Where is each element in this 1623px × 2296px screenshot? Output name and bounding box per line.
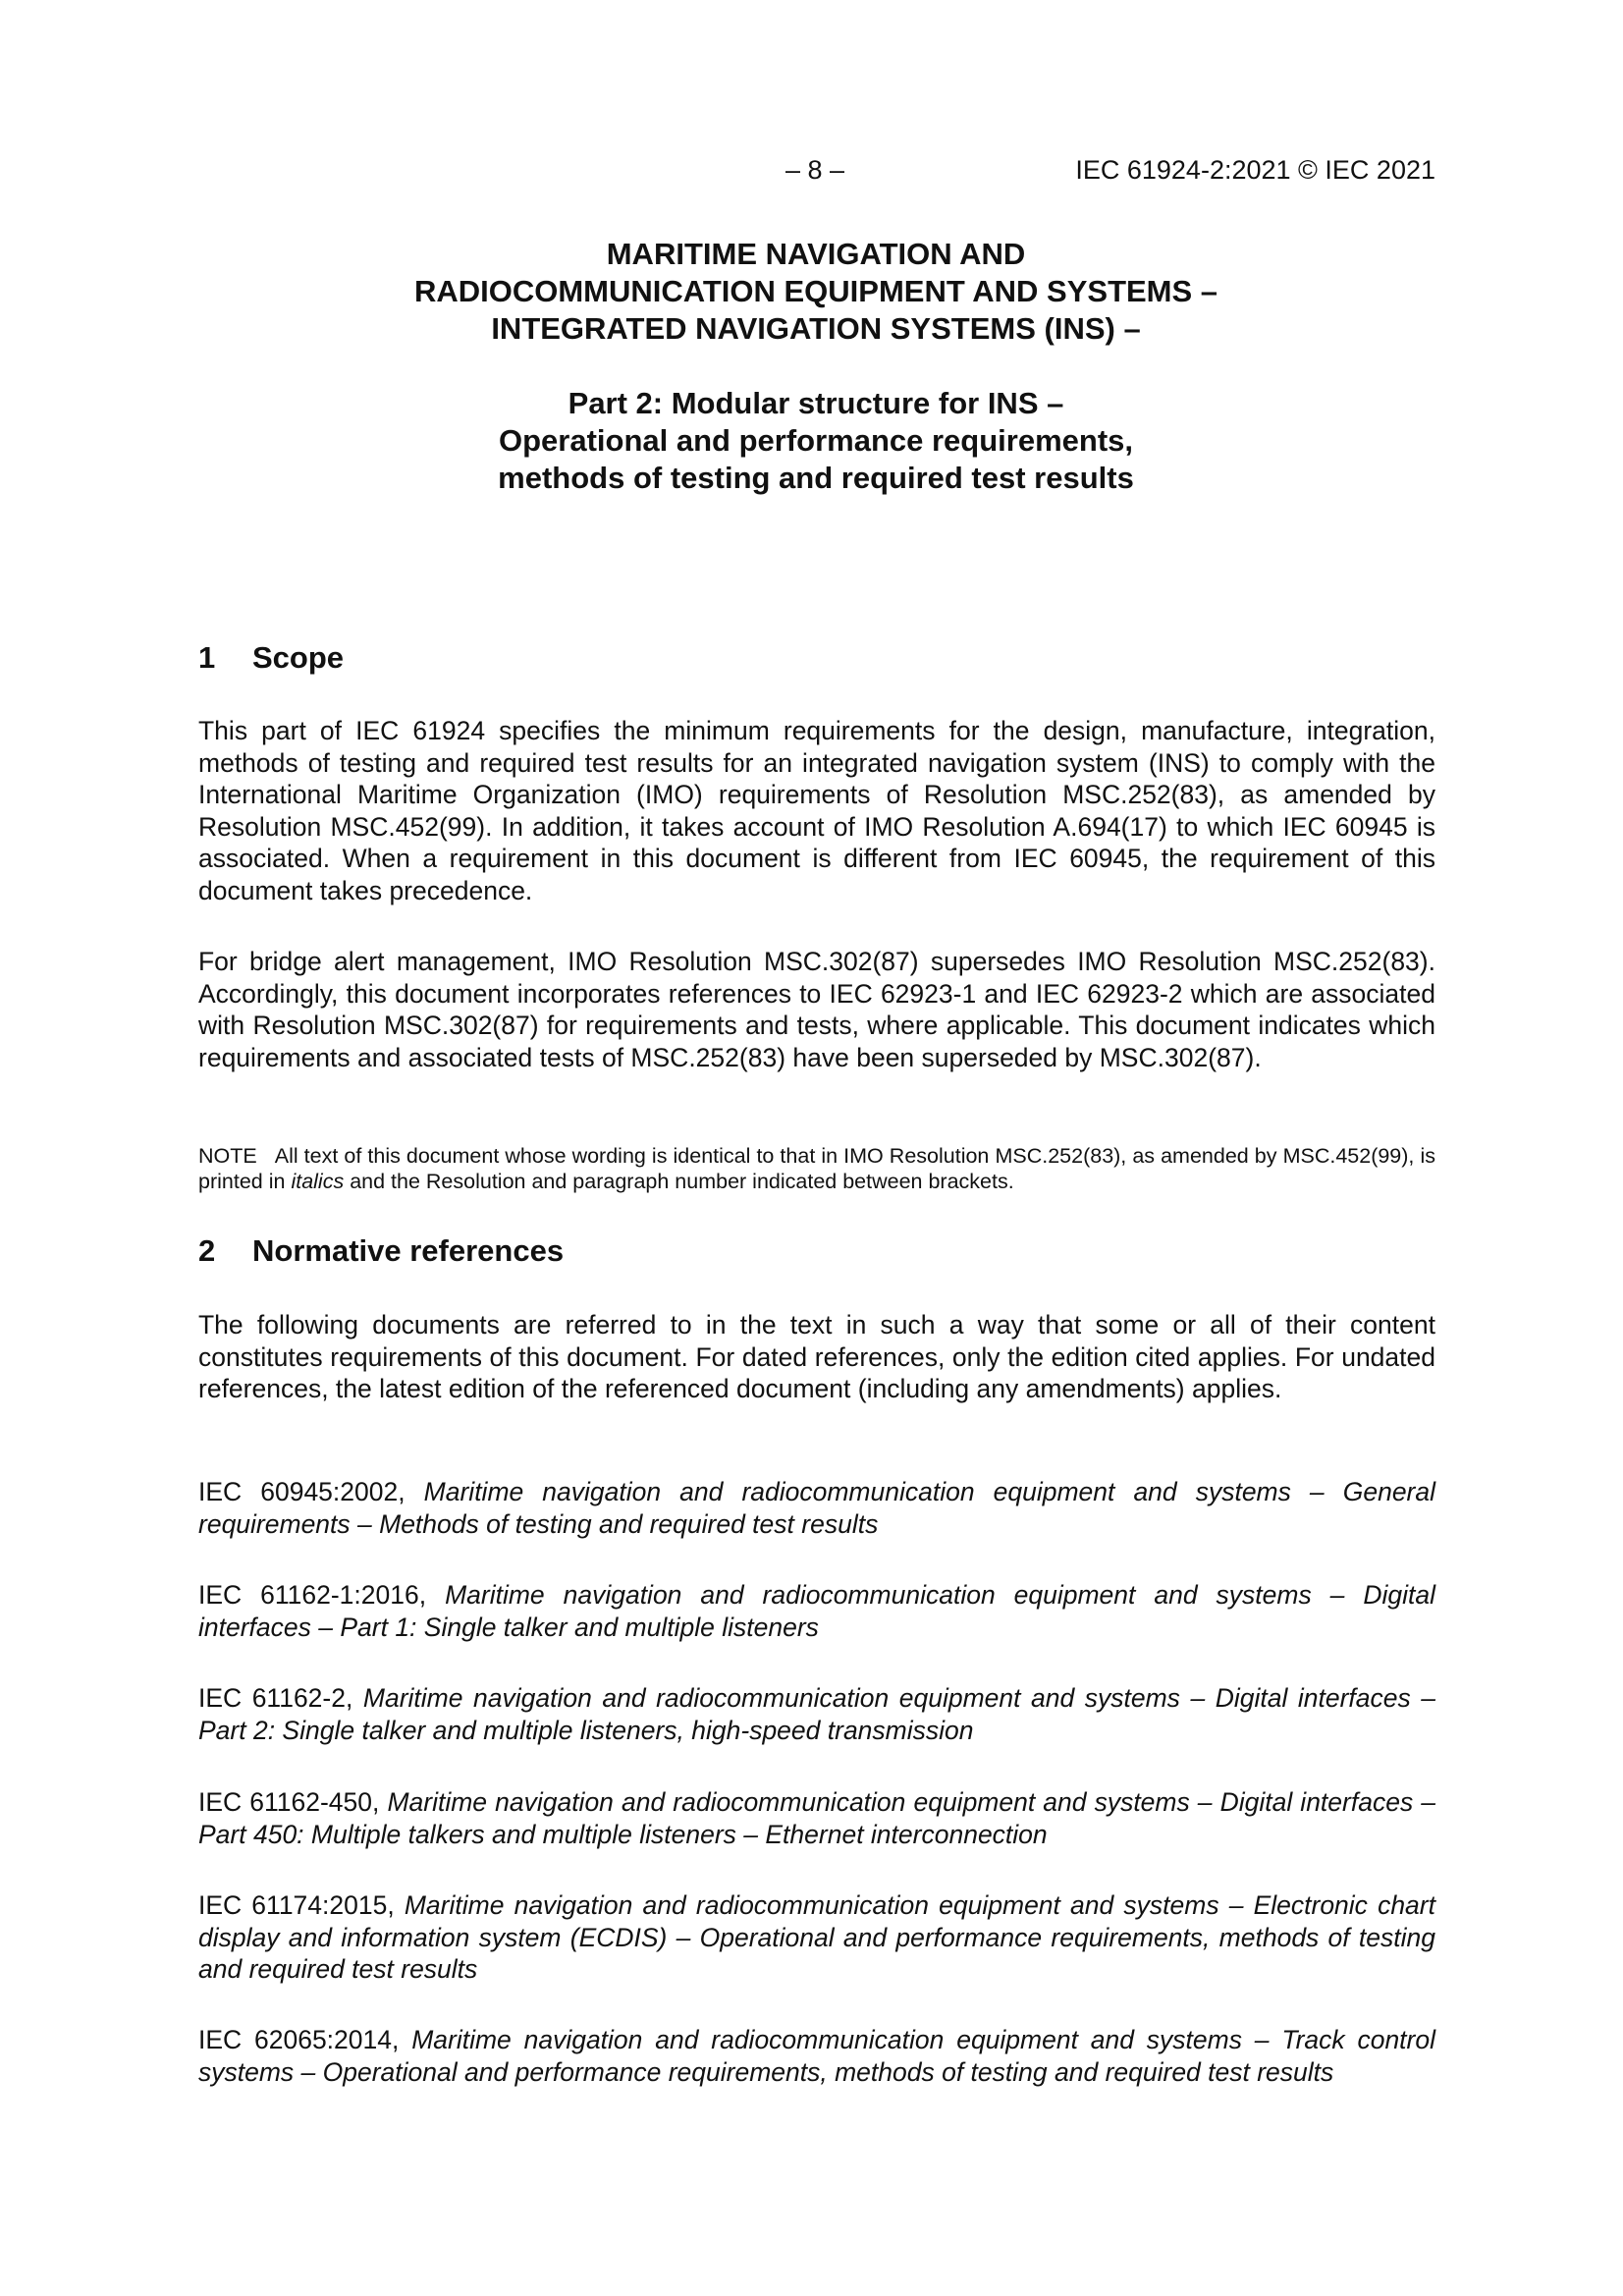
section-number: 2 <box>198 1233 216 1268</box>
subtitle-line: methods of testing and required test results <box>498 461 1134 495</box>
paragraph-text: For bridge alert management, IMO Resolution MSC.302(87) supersedes IMO Resolution MSC.252(83). Accordingly, this document incorporates references to IEC 62923-1 and IEC 62923-2 which are associated with Resolution MSC.302(87) for requirements and tests, where applicable. This document indicates which requirements and associated tests of MSC.252(83) have been superseded by MSC.302(87). <box>198 947 1435 1072</box>
paragraph-text: The following documents are referred to in the text in such a way that some or all of their content constitutes requirements of this document. For dated references, only the edition cited applies. For undated references, the latest edition of the referenced document (including any amendments) applies. <box>198 1310 1435 1403</box>
reference-id: IEC 61162-2, <box>198 1683 353 1713</box>
subtitle-line: Operational and performance requirements, <box>498 423 1133 458</box>
subtitle-line: Part 2: Modular structure for INS – <box>568 386 1064 420</box>
section-heading-normative-references <box>198 1233 564 1269</box>
section-title: Scope <box>252 640 345 675</box>
note-italic-word: italics <box>291 1170 345 1193</box>
normative-references-intro <box>198 1309 1435 1405</box>
reference-id: IEC 61162-450, <box>198 1787 380 1817</box>
document-title <box>196 236 1435 348</box>
reference-entry <box>198 1786 1435 1850</box>
reference-entry <box>198 2024 1435 2088</box>
reference-id: IEC 62065:2014, <box>198 2025 400 2054</box>
reference-id: IEC 61174:2015, <box>198 1890 395 1920</box>
document-subtitle <box>196 385 1435 497</box>
paragraph-text: This part of IEC 61924 specifies the minimum requirements for the design, manufacture, integration, methods of testing and required test results for an integrated navigation system (INS) to comply with the International Maritime Organization (IMO) requirements of Resolution MSC.252(83), as amended by Resolution MSC.452(99). In addition, it takes account of IMO Resolution A.694(17) to which IEC 60945 is associated. When a requirement in this document is different from IEC 60945, the requirement of this document takes precedence. <box>198 716 1435 905</box>
section-title: Normative references <box>252 1233 565 1268</box>
page-number: – 8 – <box>785 155 845 185</box>
reference-id: IEC 61162-1:2016, <box>198 1580 427 1610</box>
section-heading-scope <box>198 640 344 676</box>
reference-title: Maritime navigation and radiocommunication equipment and systems – Track control systems – Operational and performance requirements, methods of testing and required test results <box>198 2025 1435 2087</box>
title-line: INTEGRATED NAVIGATION SYSTEMS (INS) – <box>491 311 1141 346</box>
page-header <box>0 155 1623 191</box>
scope-paragraph-1 <box>198 715 1435 906</box>
reference-entry <box>198 1579 1435 1643</box>
scope-paragraph-2 <box>198 946 1435 1073</box>
reference-entry <box>198 1476 1435 1540</box>
reference-entry <box>198 1682 1435 1746</box>
note-text: All text of this document whose wording is identical to that in IMO Resolution MSC.252(83), as amended by MSC.452(99), is printed in <box>198 1144 1435 1193</box>
reference-entry <box>198 1889 1435 1986</box>
reference-title: Maritime navigation and radiocommunication equipment and systems – Digital interfaces – Part 450: Multiple talkers and multiple listeners – Ethernet interconnection <box>198 1787 1436 1849</box>
title-line: MARITIME NAVIGATION AND <box>606 237 1026 271</box>
document-reference: IEC 61924-2:2021 © IEC 2021 <box>1075 155 1435 185</box>
note-text: and the Resolution and paragraph number indicated between brackets. <box>350 1170 1014 1193</box>
section-number: 1 <box>198 640 216 675</box>
reference-title: Maritime navigation and radiocommunication equipment and systems – General requirements – Methods of testing and required test results <box>198 1477 1436 1539</box>
reference-title: Maritime navigation and radiocommunication equipment and systems – Electronic chart display and information system (ECDIS) – Operational and performance requirements, methods of testing and required test results <box>198 1890 1435 1984</box>
note-label: NOTE <box>198 1144 257 1168</box>
reference-id: IEC 60945:2002, <box>198 1477 406 1506</box>
scope-note <box>198 1143 1435 1194</box>
reference-title: Maritime navigation and radiocommunication equipment and systems – Digital interfaces – Part 1: Single talker and multiple listeners <box>198 1580 1435 1642</box>
reference-title: Maritime navigation and radiocommunication equipment and systems – Digital interfaces – Part 2: Single talker and multiple listeners, high-speed transmission <box>198 1683 1436 1745</box>
title-line: RADIOCOMMUNICATION EQUIPMENT AND SYSTEMS – <box>413 274 1218 308</box>
